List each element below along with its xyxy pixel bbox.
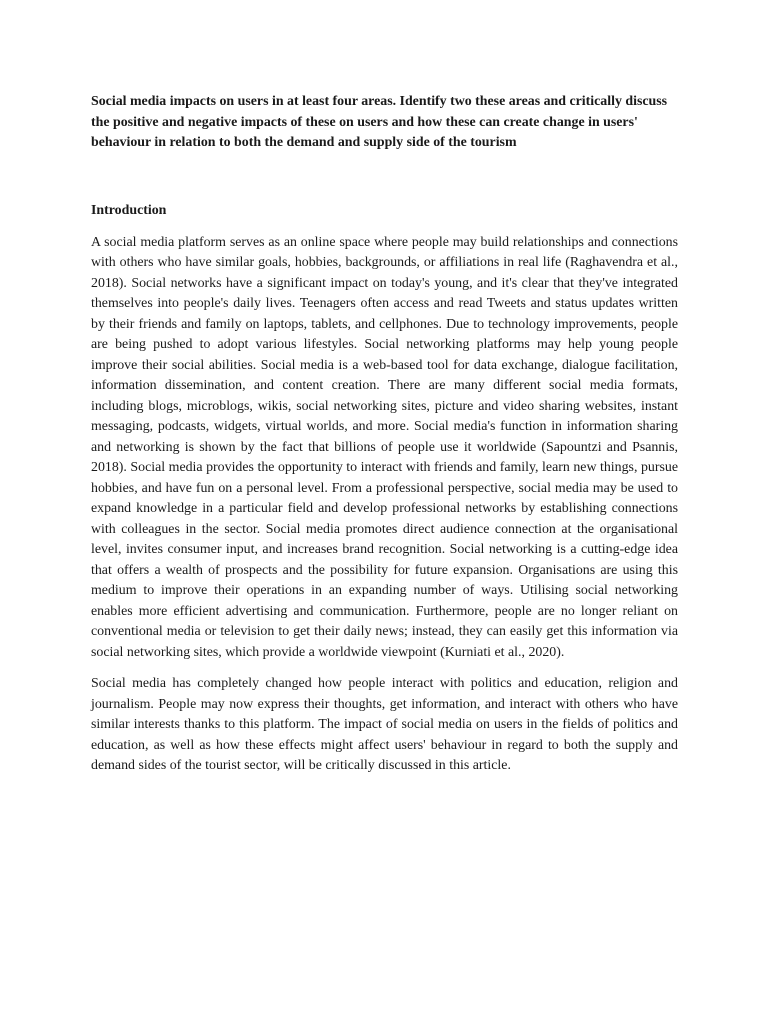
paragraph: A social media platform serves as an online space where people may build relationships and connections with others who have similar goals, hobbies, backgrounds, or affiliations in real life (Raghavendra et al., 2018). Social networks have a significant impact on today's young, and it's clear that they've integrated themselves into people's daily lives. Teenagers often access and read Tweets and status updates written by their friends and family on laptops, tablets, and cellphones. Due to technology improvements, people are being pushed to adopt various lifestyles. Social networking platforms may help young people improve their social abilities. Social media is a web-based tool for data exchange, dialogue facilitation, information dissemination, and content creation. There are many different social media formats, including blogs, microblogs, wikis, social networking sites, picture and video sharing websites, instant messaging, podcasts, widgets, virtual worlds, and more. Social media's function in information sharing and networking is shown by the fact that billions of people use it worldwide (Sapountzi and Psannis, 2018). Social media provides the opportunity to interact with friends and family, learn new things, pursue hobbies, and have fun on a personal level. From a professional perspective, social media may be used to expand knowledge in a particular field and develop professional networks by establishing connections with colleagues in the sector. Social media promotes direct audience connection at the organisational level, invites consumer input, and increases brand recognition. Social networking is a cutting-edge idea that offers a wealth of prospects and the possibility for future expansion. Organisations are using this medium to improve their operations in an expanding number of ways. Utilising social networking enables more efficient advertising and communication. Furthermore, people are no longer reliant on conventional media or television to get their daily news; instead, they can easily get this information via social networking sites, which provide a worldwide viewpoint (Kurniati et al., 2020). [91, 234, 678, 660]
document-body [91, 92, 678, 788]
paragraph: Social media has completely changed how people interact with politics and education, religion and journalism. People may now express their thoughts, get information, and interact with others who have similar interests thanks to this platform. The impact of social media on users in the fields of politics and education, as well as how these effects might affect users' behaviour in regard to both the supply and demand sides of the tourist sector, will be critically discussed in this article. [91, 676, 678, 773]
question-heading: Social media impacts on users in at least four areas. Identify two these areas and critically discuss the positive and negative impacts of these on users and how these can create change in users' behaviour in relation to both the demand and supply side of the tourism [91, 94, 668, 150]
section-heading-introduction: Introduction [91, 202, 167, 218]
